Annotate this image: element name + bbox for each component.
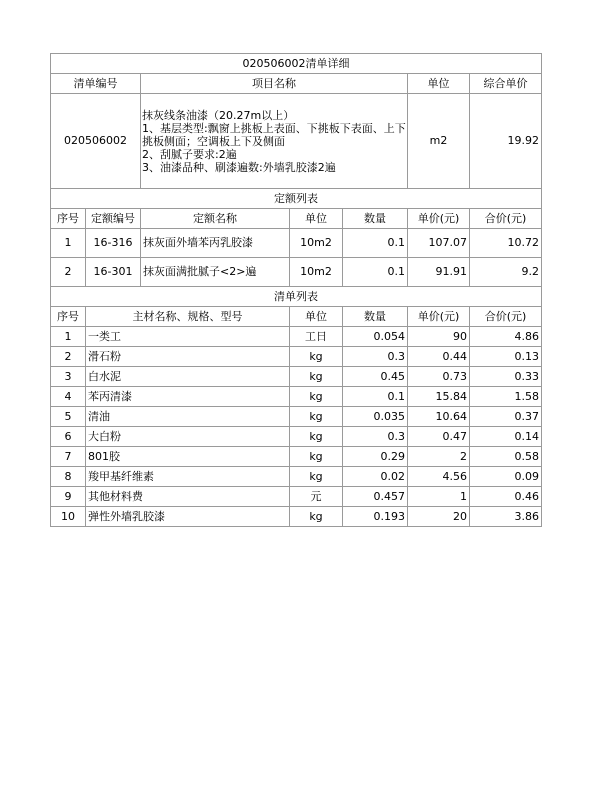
list-qty: 0.3 [343,347,408,367]
bill-price: 19.92 [470,94,542,189]
list-row [51,367,542,387]
list-qty-header: 数量 [343,307,408,327]
table-title: 020506002清单详细 [51,54,542,74]
list-name: 801胶 [86,447,290,467]
quota-code: 16-316 [86,229,141,258]
quota-no: 2 [51,258,86,287]
list-no: 4 [51,387,86,407]
quota-name: 抹灰面满批腻子<2>遍 [141,258,290,287]
list-qty: 0.035 [343,407,408,427]
list-no: 2 [51,347,86,367]
quota-name-header: 定额名称 [141,209,290,229]
quota-row [51,229,542,258]
quota-price: 91.91 [408,258,470,287]
list-total: 3.86 [470,507,542,527]
list-unit: kg [290,507,343,527]
list-name: 清油 [86,407,290,427]
list-no: 6 [51,427,86,447]
list-row [51,487,542,507]
quota-no-header: 序号 [51,209,86,229]
list-qty: 0.457 [343,487,408,507]
list-section-title: 清单列表 [51,287,542,307]
list-total: 0.46 [470,487,542,507]
list-name: 一类工 [86,327,290,347]
list-qty: 0.02 [343,467,408,487]
list-row [51,387,542,407]
quota-total: 10.72 [470,229,542,258]
bill-code: 020506002 [51,94,141,189]
list-row [51,407,542,427]
list-row [51,327,542,347]
list-qty: 0.3 [343,427,408,447]
bill-description [141,94,408,189]
list-no: 3 [51,367,86,387]
list-price: 1 [408,487,470,507]
bill-desc-line: 2、刮腻子要求:2遍 [142,147,237,161]
list-total: 0.37 [470,407,542,427]
quota-unit-header: 单位 [290,209,343,229]
list-qty: 0.29 [343,447,408,467]
quota-name: 抹灰面外墙苯丙乳胶漆 [141,229,290,258]
bill-name-header: 项目名称 [141,74,408,94]
bill-code-header: 清单编号 [51,74,141,94]
list-name: 白水泥 [86,367,290,387]
list-no: 7 [51,447,86,467]
list-unit: 元 [290,487,343,507]
list-no: 5 [51,407,86,427]
list-total: 0.14 [470,427,542,447]
bill-desc-line: 抹灰线条油漆（20.27m以上） [142,108,295,122]
quota-qty: 0.1 [343,258,408,287]
list-unit: kg [290,407,343,427]
quota-unit: 10m2 [290,258,343,287]
list-unit: 工日 [290,327,343,347]
list-price: 10.64 [408,407,470,427]
list-row [51,467,542,487]
list-name: 其他材料费 [86,487,290,507]
quota-total-header: 合价(元) [470,209,542,229]
quota-unit: 10m2 [290,229,343,258]
list-no: 1 [51,327,86,347]
quota-row [51,258,542,287]
list-price: 4.56 [408,467,470,487]
list-row [51,427,542,447]
bill-detail-table [50,53,542,527]
list-name: 大白粉 [86,427,290,447]
quota-no: 1 [51,229,86,258]
list-price: 90 [408,327,470,347]
list-unit: kg [290,447,343,467]
list-qty: 0.1 [343,387,408,407]
list-total: 0.13 [470,347,542,367]
quota-price: 107.07 [408,229,470,258]
quota-total: 9.2 [470,258,542,287]
list-total: 1.58 [470,387,542,407]
list-row [51,507,542,527]
quota-qty: 0.1 [343,229,408,258]
list-unit: kg [290,367,343,387]
list-unit: kg [290,387,343,407]
list-qty: 0.054 [343,327,408,347]
quota-section-title: 定额列表 [51,189,542,209]
list-price: 0.44 [408,347,470,367]
quota-price-header: 单价(元) [408,209,470,229]
list-name: 苯丙清漆 [86,387,290,407]
bill-desc-line: 1、基层类型:飘窗上挑板上表面、下挑板下表面、上下挑板侧面；空调板上下及侧面 [142,121,406,148]
list-price: 0.47 [408,427,470,447]
list-price: 20 [408,507,470,527]
list-row [51,447,542,467]
bill-price-header: 综合单价 [470,74,542,94]
list-total-header: 合价(元) [470,307,542,327]
list-unit: kg [290,467,343,487]
list-qty: 0.45 [343,367,408,387]
list-price-header: 单价(元) [408,307,470,327]
bill-desc-line: 3、油漆品种、刷漆遍数:外墙乳胶漆2遍 [142,160,336,174]
list-name: 弹性外墙乳胶漆 [86,507,290,527]
list-row [51,347,542,367]
quota-code-header: 定额编号 [86,209,141,229]
list-total: 0.58 [470,447,542,467]
list-name-header: 主材名称、规格、型号 [86,307,290,327]
list-no: 9 [51,487,86,507]
list-price: 2 [408,447,470,467]
bill-unit-header: 单位 [408,74,470,94]
list-total: 4.86 [470,327,542,347]
list-no-header: 序号 [51,307,86,327]
list-unit: kg [290,347,343,367]
list-no: 8 [51,467,86,487]
bill-unit: m2 [408,94,470,189]
list-total: 0.09 [470,467,542,487]
list-qty: 0.193 [343,507,408,527]
list-no: 10 [51,507,86,527]
quota-qty-header: 数量 [343,209,408,229]
list-price: 0.73 [408,367,470,387]
quota-code: 16-301 [86,258,141,287]
list-total: 0.33 [470,367,542,387]
list-unit: kg [290,427,343,447]
list-unit-header: 单位 [290,307,343,327]
list-name: 滑石粉 [86,347,290,367]
list-name: 羧甲基纤维素 [86,467,290,487]
list-price: 15.84 [408,387,470,407]
